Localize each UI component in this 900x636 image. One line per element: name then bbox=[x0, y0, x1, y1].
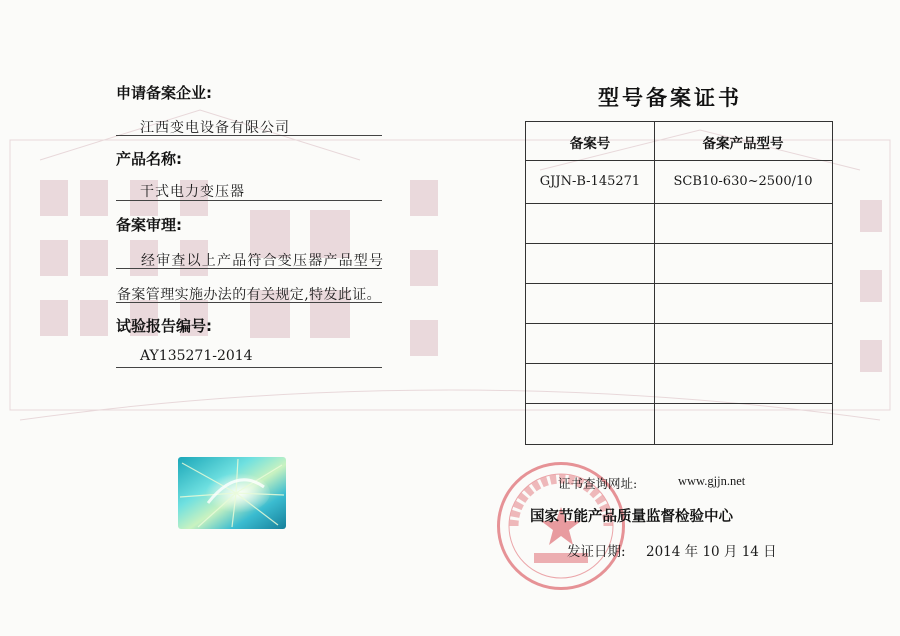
review-label: 备案审理: bbox=[116, 216, 182, 234]
review-line1: 经审查以上产品符合变压器产品型号 bbox=[141, 253, 385, 269]
review-underline-1 bbox=[116, 268, 382, 269]
applicant-underline bbox=[116, 135, 382, 136]
review-line2: 备案管理实施办法的有关规定,特发此证。 bbox=[117, 287, 382, 303]
report-no-value: AY135271-2014 bbox=[140, 348, 253, 364]
table-row-line bbox=[526, 283, 832, 284]
hologram-security-icon bbox=[178, 457, 286, 529]
table-row-line bbox=[526, 403, 832, 404]
table-header-model: 备案产品型号 bbox=[702, 136, 784, 152]
product-name-underline bbox=[116, 200, 382, 201]
certificate-title: 型号备案证书 bbox=[598, 86, 742, 110]
table-row-line bbox=[526, 203, 832, 204]
product-name-value: 干式电力变压器 bbox=[140, 184, 245, 200]
report-no-underline bbox=[116, 367, 382, 368]
review-underline-2 bbox=[116, 302, 382, 303]
table-row-line bbox=[526, 160, 832, 161]
report-no-label: 试验报告编号: bbox=[116, 317, 212, 335]
applicant-label: 申请备案企业: bbox=[116, 84, 212, 102]
table-header-record-no: 备案号 bbox=[569, 136, 611, 152]
issuer-name: 国家节能产品质量监督检验中心 bbox=[530, 509, 733, 525]
applicant-value: 江西变电设备有限公司 bbox=[140, 120, 290, 136]
table-row-line bbox=[526, 323, 832, 324]
table-cell-model: SCB10-630~2500/10 bbox=[673, 174, 813, 189]
query-url[interactable]: www.gjjn.net bbox=[678, 474, 746, 488]
product-name-label: 产品名称: bbox=[116, 150, 182, 168]
table-cell-record-no: GJJN-B-145271 bbox=[539, 174, 641, 189]
table-row-line bbox=[526, 363, 832, 364]
certificate-table bbox=[525, 121, 833, 445]
table-row-line bbox=[526, 243, 832, 244]
issue-date-value: 2014 年 10 月 14 日 bbox=[646, 544, 777, 560]
issue-date-label: 发证日期: bbox=[567, 544, 626, 560]
query-label: 证书查询网址: bbox=[558, 476, 638, 491]
